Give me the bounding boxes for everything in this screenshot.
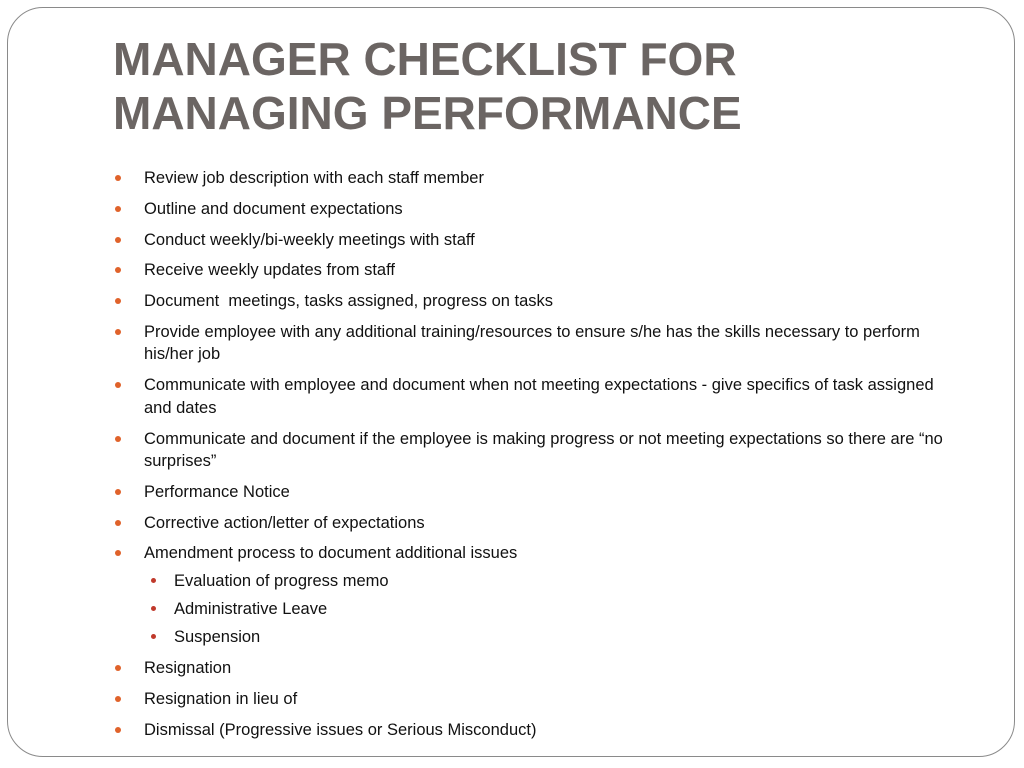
list-item-text: Communicate with employee and document when not meeting expectations - give specifics of task assigned and dates	[144, 376, 934, 417]
sub-bullet-dot-icon	[151, 634, 156, 639]
bullet-dot-icon	[115, 329, 121, 335]
list-item	[0, 229, 1024, 252]
list-item	[0, 321, 1024, 366]
list-item-text: Receive weekly updates from staff	[144, 261, 395, 280]
sub-bullet-dot-icon	[151, 578, 156, 583]
bullet-dot-icon	[115, 206, 121, 212]
list-item-text: Review job description with each staff member	[144, 169, 484, 187]
list-item	[0, 542, 1024, 649]
bullet-dot-icon	[115, 436, 121, 442]
sub-list-item-text: Evaluation of progress memo	[174, 572, 389, 591]
list-item	[0, 198, 1024, 221]
list-item-text: Conduct weekly/bi-weekly meetings with staff	[144, 230, 475, 249]
list-item	[0, 512, 1024, 535]
list-item	[0, 167, 1024, 190]
list-item-text: Communicate and document if the employee is making progress or not meeting expectations so there are “no surprises”	[144, 429, 943, 471]
list-item	[0, 290, 1024, 313]
slide-title: MANAGER CHECKLIST FOR MANAGING PERFORMANCE	[113, 33, 742, 139]
bullet-dot-icon	[115, 520, 121, 526]
sub-list-item	[144, 626, 958, 649]
bullet-dot-icon	[115, 237, 121, 243]
list-item	[0, 374, 1024, 419]
list-item-text: Provide employee with any additional training/resources to ensure s/he has the skills necessary to perform his/her job	[144, 322, 920, 364]
bullet-dot-icon	[115, 550, 121, 556]
list-item	[0, 719, 1024, 742]
bullet-dot-icon	[115, 382, 121, 388]
list-item-text: Document meetings, tasks assigned, progress on tasks	[144, 292, 554, 311]
list-item	[0, 428, 1024, 473]
list-item-text: Corrective action/letter of expectations	[144, 513, 425, 532]
sub-bullet-dot-icon	[151, 606, 156, 611]
list-item-text: Dismissal (Progressive issues or Serious Misconduct)	[144, 720, 537, 739]
list-item	[0, 688, 1024, 711]
bullet-dot-icon	[115, 696, 121, 702]
sub-list-item-text: Administrative Leave	[174, 600, 328, 619]
bullet-dot-icon	[115, 175, 121, 181]
sub-list-item-text: Suspension	[174, 628, 261, 647]
bullet-dot-icon	[115, 727, 121, 733]
checklist	[0, 167, 1024, 750]
list-item-text: Resignation in lieu of	[144, 690, 298, 709]
list-item-text: Resignation	[144, 659, 232, 678]
list-item-text: Performance Notice	[144, 482, 290, 501]
list-item	[0, 657, 1024, 680]
list-item-text: Amendment process to document additional issues	[144, 544, 518, 563]
sub-list-item	[144, 570, 958, 593]
bullet-dot-icon	[115, 665, 121, 671]
list-item-text: Outline and document expectations	[144, 199, 403, 218]
sub-list	[144, 570, 958, 649]
bullet-dot-icon	[115, 267, 121, 273]
list-item	[0, 259, 1024, 282]
list-item	[0, 481, 1024, 504]
sub-list-item	[144, 598, 958, 621]
bullet-dot-icon	[115, 489, 121, 495]
bullet-dot-icon	[115, 298, 121, 304]
